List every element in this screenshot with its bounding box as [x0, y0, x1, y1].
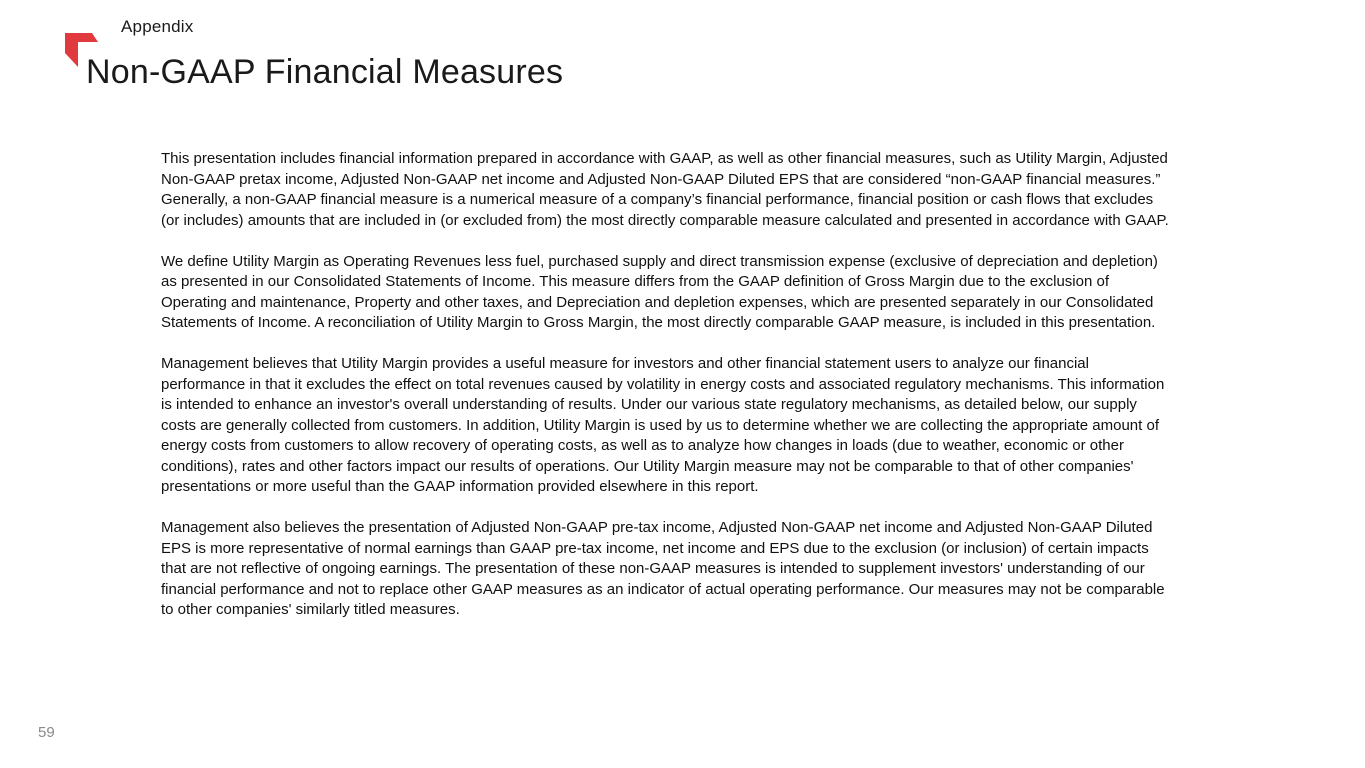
page-number: 59: [38, 724, 55, 741]
paragraph-adjusted-non-gaap: Management also believes the presentation of Adjusted Non-GAAP pre-tax income, Adjusted Non-GAAP net income and Adjusted Non-GAAP Diluted EPS is more representative of normal earnings than GAAP pre-tax income, net income and EPS due to the exclusion (or inclusion) of certain impacts that are not reflective of ongoing earnings. The presentation of these non-GAAP measures is intended to supplement investors' understanding of our financial performance and not to replace other GAAP measures as an indicator of actual operating performance. Our measures may not be comparable to other companies' similarly titled measures.: [161, 519, 1165, 618]
paragraph-management-believes-utility-margin: Management believes that Utility Margin provides a useful measure for investors and other financial statement users to analyze our financial performance in that it excludes the effect on total revenues caused by volatility in energy costs and associated regulatory mechanisms. This information is intended to enhance an investor's overall understanding of results. Under our various state regulatory mechanisms, as detailed below, our supply costs are generally collected from customers. In addition, Utility Margin is used by us to determine whether we are collecting the appropriate amount of energy costs from customers to allow recovery of operating costs, as well as to analyze how changes in loads (due to weather, economic or other conditions), rates and other factors impact our results of operations. Our Utility Margin measure may not be comparable to that of other companies' presentations or more useful than the GAAP information provided elsewhere in this report.: [161, 355, 1165, 495]
body-text-block: [161, 149, 1171, 641]
paragraph-utility-margin-definition: We define Utility Margin as Operating Revenues less fuel, purchased supply and direct transmission expense (exclusive of depreciation and depletion) as presented in our Consolidated Statements of Income. This measure differs from the GAAP definition of Gross Margin due to the exclusion of Operating and maintenance, Property and other taxes, and Depreciation and depletion expenses, which are presented separately in our Consolidated Statements of Income. A reconciliation of Utility Margin to Gross Margin, the most directly comparable GAAP measure, is included in this presentation.: [161, 252, 1158, 331]
section-eyebrow: Appendix: [121, 17, 194, 36]
paragraph-gaap-overview: This presentation includes financial information prepared in accordance with GAAP, as well as other financial measures, such as Utility Margin, Adjusted Non-GAAP pretax income, Adjusted Non-GAAP net income and Adjusted Non-GAAP Diluted EPS that are considered “non-GAAP financial measures.” Generally, a non-GAAP financial measure is a numerical measure of a company’s financial performance, financial position or cash flows that excludes (or includes) amounts that are included in (or excluded from) the most directly comparable measure calculated and presented in accordance with GAAP.: [161, 150, 1169, 229]
slide-title: Non-GAAP Financial Measures: [86, 53, 564, 91]
